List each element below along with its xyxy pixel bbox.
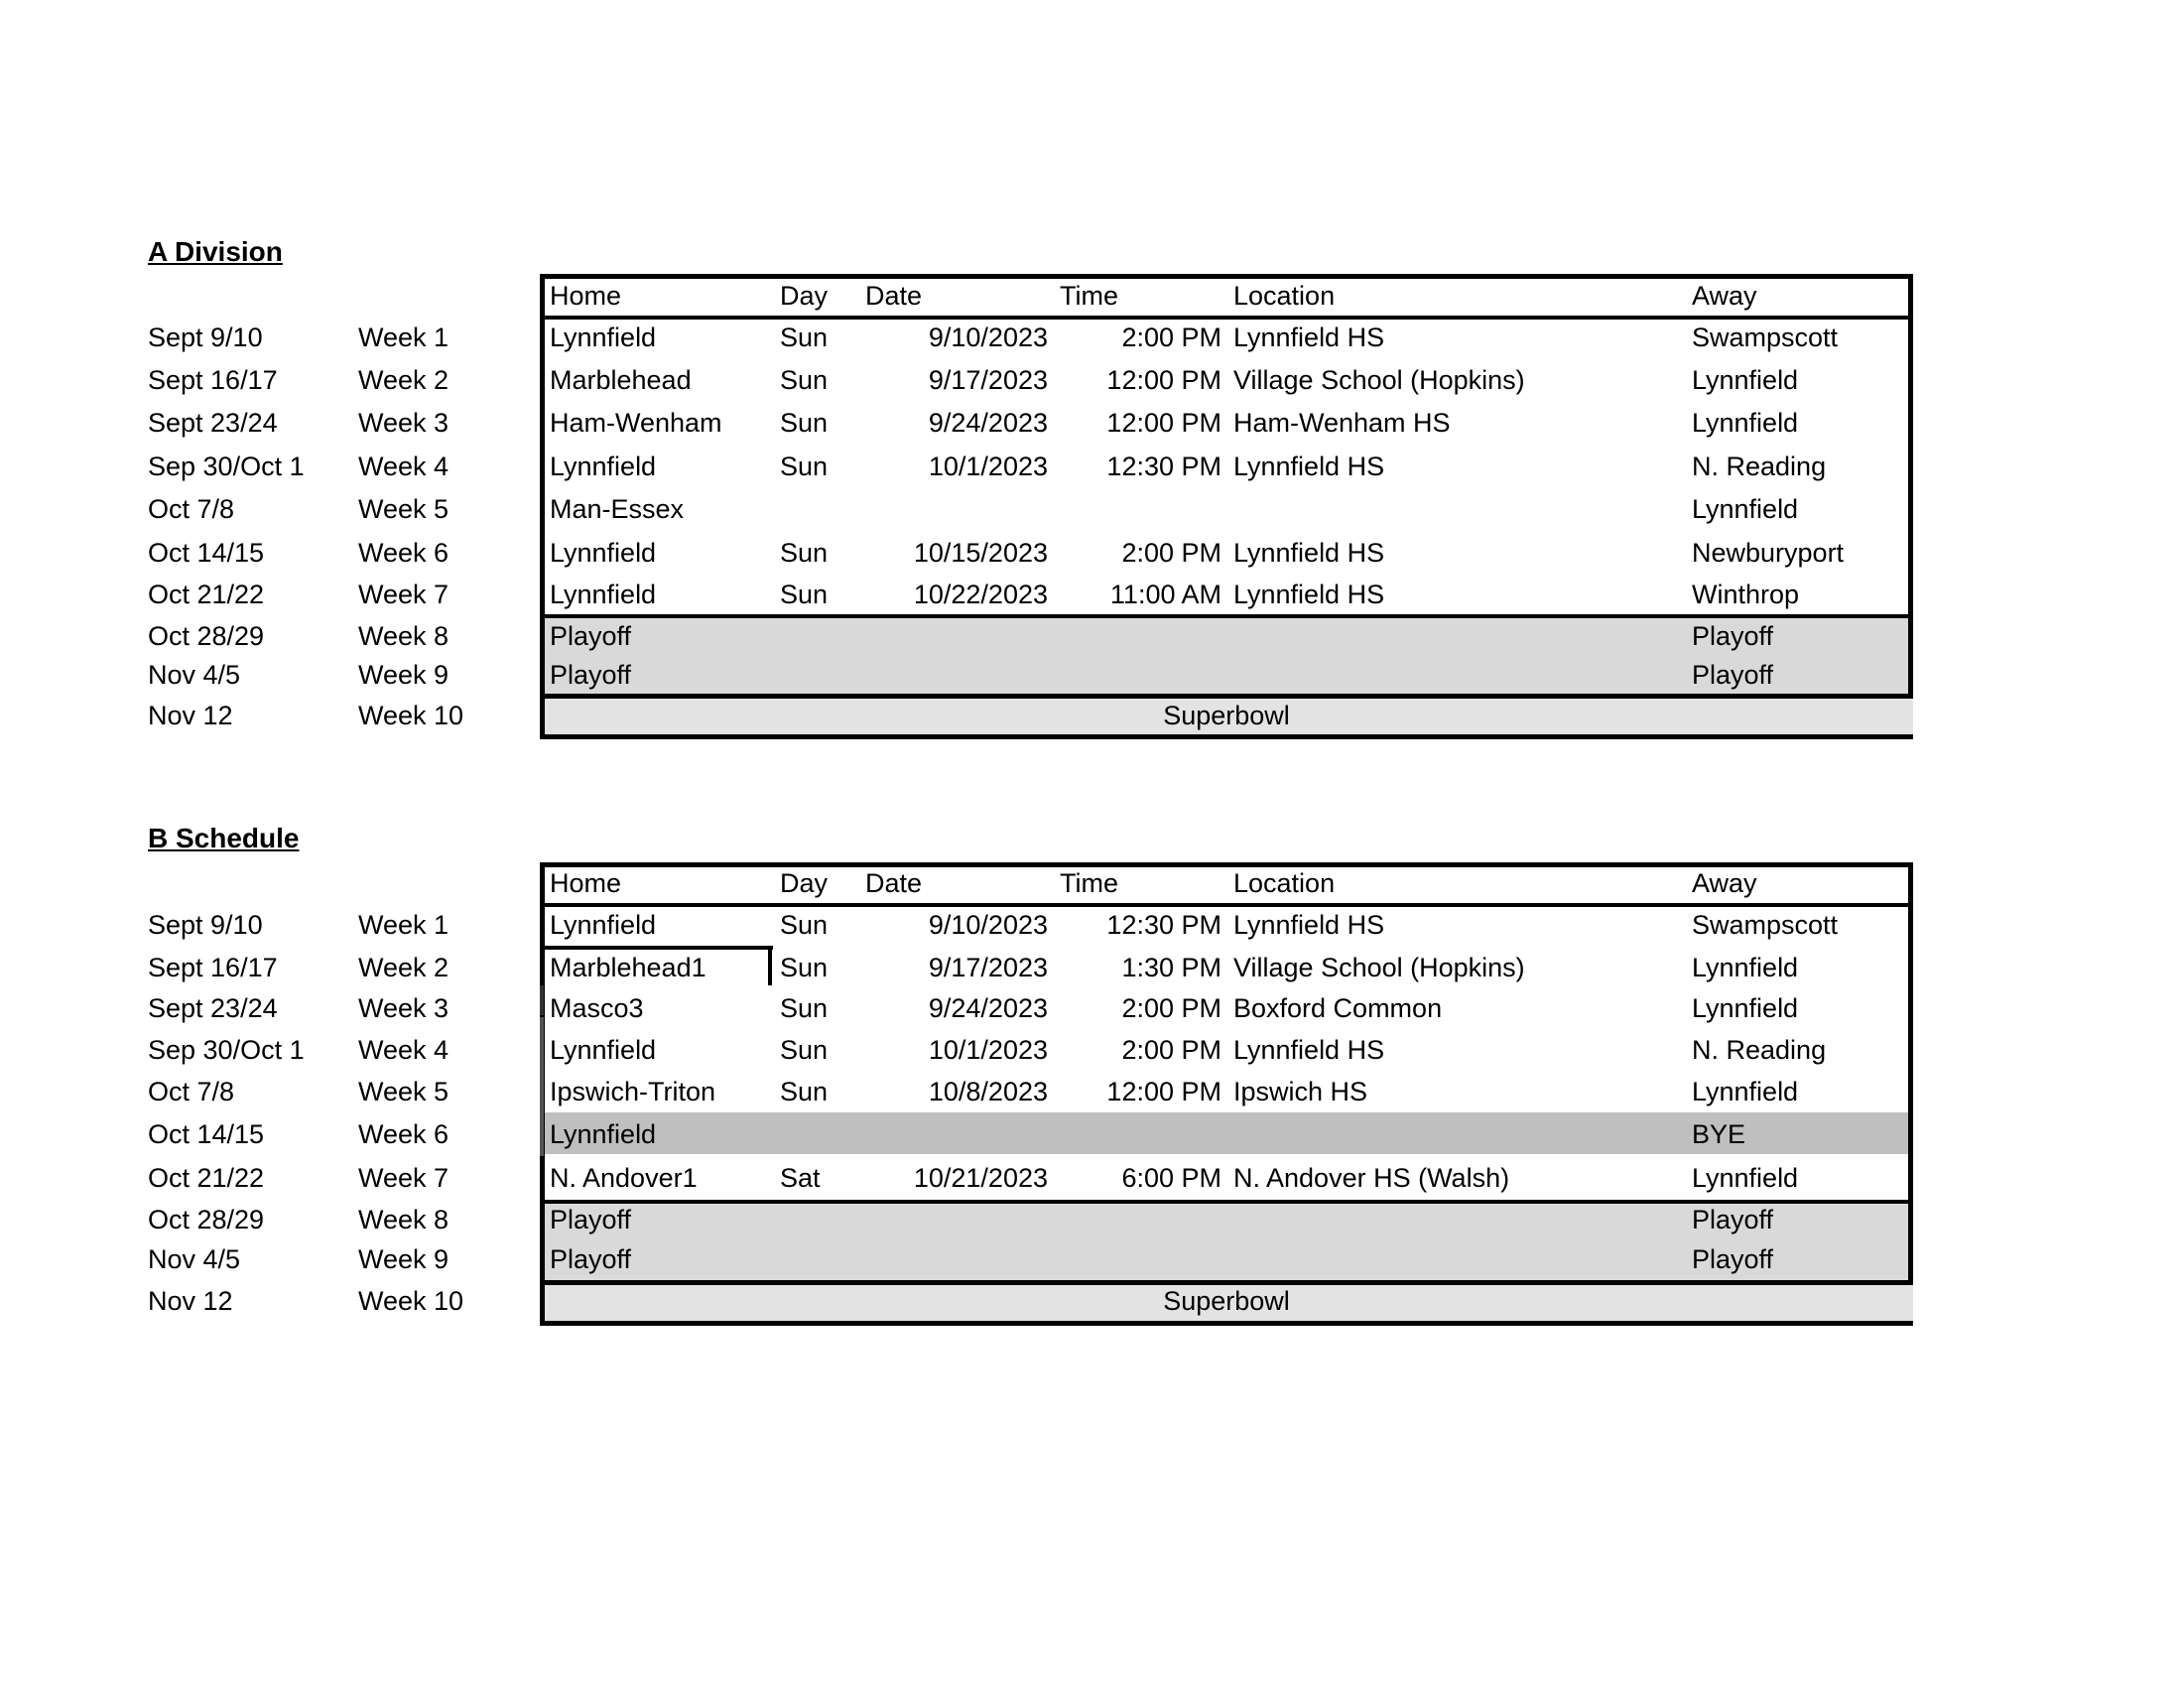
b-row-home: Playoff [550, 1244, 632, 1274]
a-row-week: Week 4 [358, 452, 450, 481]
b-row-time: 12:30 PM [1106, 910, 1221, 940]
a-row-dates: Nov 4/5 [148, 660, 241, 690]
b-row-day: Sun [780, 993, 829, 1023]
a-col-home: Home [550, 281, 622, 311]
b-cell-border [768, 946, 772, 985]
b-row-day: Sat [780, 1163, 821, 1193]
a-division-heading: A Division [148, 236, 283, 267]
b-final-week: Week 10 [358, 1286, 464, 1316]
b-col-day: Day [780, 868, 829, 898]
a-final-week: Week 10 [358, 701, 464, 730]
b-row-time: 2:00 PM [1121, 993, 1221, 1023]
b-cell-border [540, 1017, 544, 1156]
b-row-date: 10/1/2023 [928, 1035, 1048, 1065]
a-row-week: Week 6 [358, 538, 450, 568]
a-row-date: 10/15/2023 [913, 538, 1048, 568]
a-row-away: Playoff [1692, 660, 1774, 690]
a-row-day: Sun [780, 365, 829, 395]
a-row-date: 9/17/2023 [928, 365, 1048, 395]
a-row-time: 2:00 PM [1121, 538, 1221, 568]
a-row-week: Week 2 [358, 365, 450, 395]
a-row-day: Sun [780, 323, 829, 352]
a-row-dates: Sep 30/Oct 1 [148, 452, 305, 481]
a-row-date: 9/24/2023 [928, 408, 1048, 438]
b-row-away: Lynnfield [1692, 953, 1799, 982]
a-row-away: Lynnfield [1692, 365, 1799, 395]
a-row-week: Week 8 [358, 621, 450, 651]
a-row-dates: Oct 14/15 [148, 538, 265, 568]
b-cell-border [540, 1159, 544, 1199]
a-row-dates: Oct 7/8 [148, 494, 235, 524]
a-row-location: Lynnfield HS [1233, 538, 1385, 568]
a-row-away: Newburyport [1692, 538, 1845, 568]
b-row-home: N. Andover1 [550, 1163, 698, 1193]
b-header-divider [545, 903, 1908, 907]
a-row-dates: Sept 9/10 [148, 323, 263, 352]
a-row-away: N. Reading [1692, 452, 1827, 481]
a-row-day: Sun [780, 408, 829, 438]
a-row-dates: Oct 21/22 [148, 580, 265, 609]
b-col-date: Date [865, 868, 923, 898]
a-row-week: Week 3 [358, 408, 450, 438]
b-row-day: Sun [780, 910, 829, 940]
b-row-week: Week 5 [358, 1077, 450, 1106]
b-row-week: Week 2 [358, 953, 450, 982]
a-row-week: Week 1 [358, 323, 450, 352]
b-col-home: Home [550, 868, 622, 898]
b-playoff-divider [545, 1200, 1908, 1204]
b-row-dates: Nov 4/5 [148, 1244, 241, 1274]
b-row-away: Playoff [1692, 1205, 1774, 1234]
a-row-location: Ham-Wenham HS [1233, 408, 1451, 438]
b-row-location: N. Andover HS (Walsh) [1233, 1163, 1510, 1193]
a-row-date: 9/10/2023 [928, 323, 1048, 352]
a-row-time: 12:30 PM [1106, 452, 1221, 481]
a-col-time: Time [1060, 281, 1118, 311]
b-row-date: 10/8/2023 [928, 1077, 1048, 1106]
b-schedule-heading: B Schedule [148, 823, 300, 853]
b-row-date: 9/10/2023 [928, 910, 1048, 940]
b-row-away: BYE [1692, 1119, 1746, 1149]
a-row-home: Lynnfield [550, 580, 657, 609]
a-row-dates: Sept 23/24 [148, 408, 278, 438]
a-row-time: 12:00 PM [1106, 365, 1221, 395]
a-row-location: Village School (Hopkins) [1233, 365, 1525, 395]
a-superbowl-label: Superbowl [1163, 701, 1290, 730]
b-row-away: N. Reading [1692, 1035, 1827, 1065]
b-row-time: 2:00 PM [1121, 1035, 1221, 1065]
a-col-away: Away [1692, 281, 1757, 311]
b-row-home: Lynnfield [550, 1035, 657, 1065]
a-header-divider [545, 316, 1908, 320]
a-row-dates: Oct 28/29 [148, 621, 265, 651]
a-row-away: Lynnfield [1692, 408, 1799, 438]
a-row-home: Man-Essex [550, 494, 685, 524]
a-row-home: Ham-Wenham [550, 408, 722, 438]
b-row-location: Boxford Common [1233, 993, 1443, 1023]
b-row-time: 1:30 PM [1121, 953, 1221, 982]
a-col-day: Day [780, 281, 829, 311]
a-row-home: Marblehead [550, 365, 692, 395]
b-row-week: Week 8 [358, 1205, 450, 1234]
b-row-date: 9/24/2023 [928, 993, 1048, 1023]
a-row-home: Playoff [550, 660, 632, 690]
a-row-away: Lynnfield [1692, 494, 1799, 524]
a-row-week: Week 5 [358, 494, 450, 524]
b-superbowl-label: Superbowl [1163, 1286, 1290, 1316]
a-row-dates: Sept 16/17 [148, 365, 278, 395]
b-row-location: Village School (Hopkins) [1233, 953, 1525, 982]
b-final-dates: Nov 12 [148, 1286, 233, 1316]
b-row-away: Playoff [1692, 1244, 1774, 1274]
a-row-home: Lynnfield [550, 452, 657, 481]
b-row-home: Lynnfield [550, 910, 657, 940]
b-row-dates: Sept 16/17 [148, 953, 278, 982]
b-row-week: Week 9 [358, 1244, 450, 1274]
b-row-location: Lynnfield HS [1233, 1035, 1385, 1065]
b-row-location: Lynnfield HS [1233, 910, 1385, 940]
b-row-dates: Oct 14/15 [148, 1119, 265, 1149]
b-row-dates: Oct 21/22 [148, 1163, 265, 1193]
b-row-week: Week 6 [358, 1119, 450, 1149]
a-row-date: 10/22/2023 [913, 580, 1048, 609]
a-row-day: Sun [780, 538, 829, 568]
a-col-location: Location [1233, 281, 1336, 311]
b-row-week: Week 1 [358, 910, 450, 940]
b-cell-border [545, 946, 773, 950]
b-row-dates: Sept 23/24 [148, 993, 278, 1023]
a-row-away: Winthrop [1692, 580, 1800, 609]
a-row-day: Sun [780, 580, 829, 609]
b-row-time: 6:00 PM [1121, 1163, 1221, 1193]
b-row-time: 12:00 PM [1106, 1077, 1221, 1106]
a-row-time: 11:00 AM [1109, 580, 1221, 609]
a-row-week: Week 9 [358, 660, 450, 690]
a-row-day: Sun [780, 452, 829, 481]
b-row-away: Lynnfield [1692, 1077, 1799, 1106]
b-row-dates: Oct 7/8 [148, 1077, 235, 1106]
b-row-dates: Sept 9/10 [148, 910, 263, 940]
a-final-dates: Nov 12 [148, 701, 233, 730]
b-col-away: Away [1692, 868, 1757, 898]
b-row-week: Week 4 [358, 1035, 450, 1065]
b-row-day: Sun [780, 1035, 829, 1065]
b-row-away: Swampscott [1692, 910, 1839, 940]
a-row-location: Lynnfield HS [1233, 452, 1385, 481]
b-row-away: Lynnfield [1692, 1163, 1799, 1193]
b-row-home: Lynnfield [550, 1119, 657, 1149]
b-col-location: Location [1233, 868, 1336, 898]
b-row-home: Ipswich-Triton [550, 1077, 716, 1106]
a-col-date: Date [865, 281, 923, 311]
a-row-home: Playoff [550, 621, 632, 651]
a-row-week: Week 7 [358, 580, 450, 609]
b-row-home: Masco3 [550, 993, 644, 1023]
a-row-time: 2:00 PM [1121, 323, 1221, 352]
b-col-time: Time [1060, 868, 1118, 898]
b-row-home: Playoff [550, 1205, 632, 1234]
a-row-away: Playoff [1692, 621, 1774, 651]
a-row-time: 12:00 PM [1106, 408, 1221, 438]
a-row-home: Lynnfield [550, 538, 657, 568]
a-row-location: Lynnfield HS [1233, 323, 1385, 352]
b-row-home: Marblehead1 [550, 953, 707, 982]
b-row-date: 9/17/2023 [928, 953, 1048, 982]
b-row-dates: Oct 28/29 [148, 1205, 265, 1234]
a-row-home: Lynnfield [550, 323, 657, 352]
b-row-date: 10/21/2023 [913, 1163, 1048, 1193]
b-row-away: Lynnfield [1692, 993, 1799, 1023]
a-row-location: Lynnfield HS [1233, 580, 1385, 609]
b-row-day: Sun [780, 953, 829, 982]
a-row-date: 10/1/2023 [928, 452, 1048, 481]
b-cell-border [540, 985, 544, 1015]
b-row-week: Week 3 [358, 993, 450, 1023]
b-row-dates: Sep 30/Oct 1 [148, 1035, 305, 1065]
b-row-week: Week 7 [358, 1163, 450, 1193]
a-playoff-divider [545, 614, 1908, 618]
b-row-day: Sun [780, 1077, 829, 1106]
a-row-away: Swampscott [1692, 323, 1839, 352]
b-row-location: Ipswich HS [1233, 1077, 1368, 1106]
